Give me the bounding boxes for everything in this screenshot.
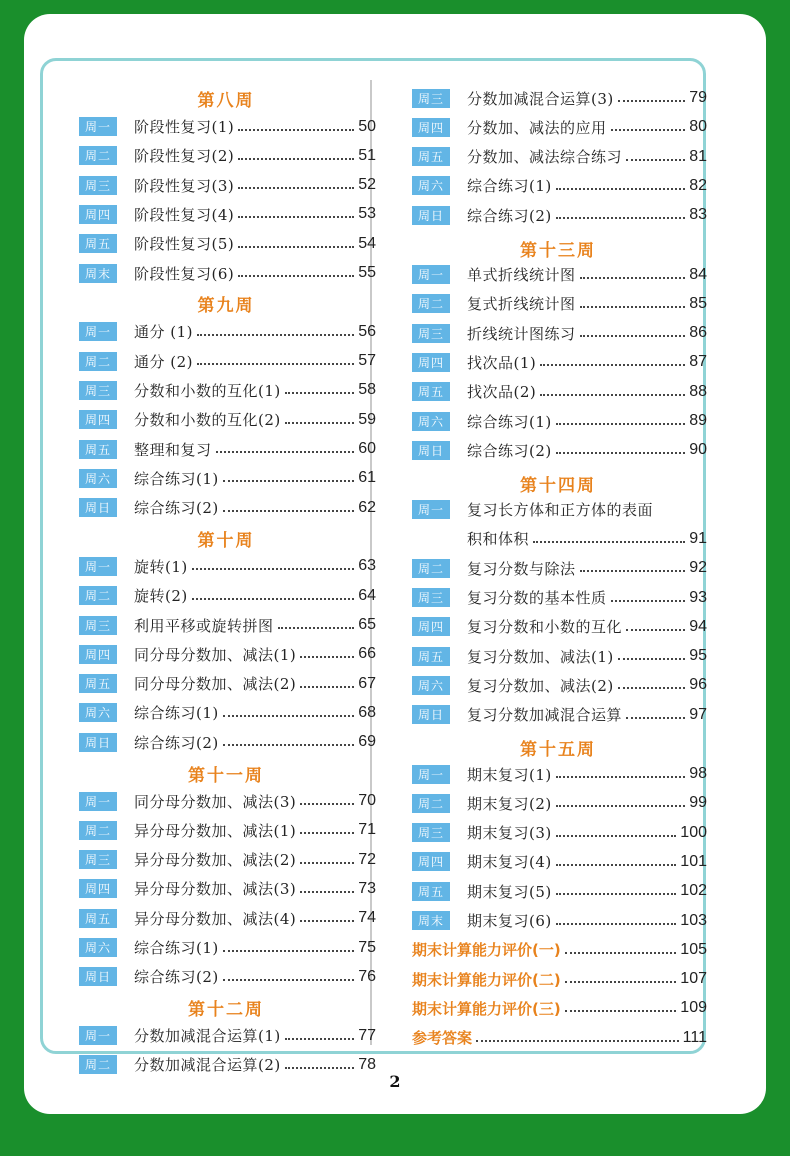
dot-leader: [533, 541, 685, 543]
dot-leader: [556, 188, 685, 190]
toc-entry[interactable]: [76, 233, 376, 255]
entry-title: 综合练习(1): [134, 704, 219, 723]
entry-title: 复习分数加减混合运算: [467, 706, 623, 725]
toc-entry[interactable]: [409, 175, 707, 197]
dot-leader: [556, 776, 685, 778]
toc-entry[interactable]: [409, 674, 707, 696]
entry-title: 分数加减混合运算(2): [134, 1056, 281, 1075]
entry-page-number: 67: [358, 674, 376, 692]
entry-title: 综合练习(1): [134, 939, 219, 957]
entry-title: 综合练习(2): [134, 968, 219, 987]
entry-title: 参考答案: [412, 1029, 473, 1048]
dot-leader: [618, 658, 685, 660]
dot-leader: [238, 158, 354, 160]
entry-title: 综合练习(2): [467, 206, 552, 225]
entry-page-number: 102: [680, 882, 707, 900]
toc-entry[interactable]: [76, 614, 376, 636]
entry-page-number: 54: [358, 234, 376, 252]
dot-leader: [556, 923, 677, 925]
entry-title: 综合练习(1): [467, 177, 552, 196]
entry-title: 分数加减混合运算(3): [467, 89, 614, 108]
toc-entry[interactable]: [76, 555, 376, 577]
day-tag: 周日: [79, 967, 117, 986]
entry-page-number: 72: [358, 850, 376, 868]
entry-title: 分数加减混合运算(1): [134, 1027, 281, 1046]
dot-leader: [300, 832, 354, 834]
week-heading: 第九周: [197, 296, 255, 317]
toc-extra-entry[interactable]: [409, 968, 707, 990]
day-tag: 周五: [79, 674, 117, 693]
day-tag: 周一: [79, 792, 117, 811]
toc-entry[interactable]: [409, 822, 707, 844]
dot-leader: [476, 1040, 679, 1042]
toc-entry[interactable]: [76, 673, 376, 695]
toc-extra-entry[interactable]: [409, 1027, 707, 1049]
day-tag: 周三: [79, 616, 117, 635]
day-tag: 周末: [79, 264, 117, 283]
entry-title: 异分母分数加、减法(2): [134, 851, 297, 870]
dot-leader: [580, 277, 686, 279]
entry-page-number: 105: [680, 940, 707, 958]
entry-page-number: 101: [680, 852, 707, 870]
dot-leader: [192, 598, 354, 600]
dot-leader: [285, 422, 354, 424]
day-tag: 周日: [412, 441, 450, 460]
dot-leader: [216, 451, 355, 453]
dot-leader: [192, 568, 354, 570]
toc-entry[interactable]: [76, 819, 376, 841]
day-tag: 周四: [79, 410, 117, 429]
toc-entry[interactable]: [409, 880, 707, 902]
entry-page-number: 96: [689, 676, 707, 694]
page-number: 2: [389, 1072, 401, 1091]
entry-title: 综合练习(1): [467, 412, 552, 431]
entry-title: 分数和小数的互化(1): [134, 381, 281, 400]
entry-page-number: 74: [358, 909, 376, 927]
day-tag: 周三: [412, 89, 450, 108]
day-tag: 周一: [79, 117, 117, 136]
toc-entry[interactable]: [76, 585, 376, 607]
dot-leader: [285, 392, 354, 394]
dot-leader: [611, 600, 686, 602]
entry-page-number: 77: [358, 1026, 376, 1044]
entry-page-number: 88: [689, 382, 707, 400]
toc-entry[interactable]: [409, 851, 707, 873]
toc-entry[interactable]: [76, 174, 376, 196]
entry-title: 分数和小数的互化(2): [134, 411, 281, 430]
dot-leader: [618, 687, 685, 689]
day-tag: 周四: [412, 118, 450, 137]
entry-page-number: 111: [682, 1028, 707, 1046]
entry-title: 期末计算能力评价(三): [412, 999, 561, 1018]
entry-page-number: 64: [358, 586, 376, 604]
day-tag: 周四: [412, 852, 450, 871]
toc-entry[interactable]: [409, 763, 707, 785]
toc-extra-entry[interactable]: [409, 939, 707, 961]
entry-page-number: 94: [689, 617, 707, 635]
entry-page-number: 109: [680, 999, 707, 1017]
day-tag: 周一: [412, 265, 450, 284]
dot-leader: [580, 570, 686, 572]
entry-title: 同分母分数加、减法(2): [134, 675, 297, 694]
entry-title: 复习分数和小数的互化: [467, 618, 623, 637]
day-tag: 周一: [79, 1026, 117, 1045]
entry-page-number: 90: [689, 441, 707, 459]
day-tag: 周四: [412, 617, 450, 636]
entry-page-number: 82: [689, 176, 707, 194]
entry-page-number: 57: [358, 352, 376, 370]
toc-entry[interactable]: [76, 790, 376, 812]
entry-page-number: 92: [689, 559, 707, 577]
dot-leader: [197, 363, 354, 365]
toc-entry[interactable]: [76, 262, 376, 284]
toc-entry[interactable]: [409, 645, 707, 667]
entry-title: 期末复习(5): [467, 882, 552, 901]
entry-page-number: 61: [358, 469, 376, 487]
entry-page-number: 79: [689, 89, 707, 106]
toc-entry[interactable]: [409, 587, 707, 609]
dot-leader: [556, 452, 685, 454]
day-tag: 周二: [79, 146, 117, 165]
toc-entry[interactable]: [409, 264, 707, 286]
day-tag: 周二: [79, 1055, 117, 1074]
entry-page-number: 71: [358, 821, 376, 839]
dot-leader: [618, 100, 685, 102]
entry-page-number: 80: [689, 118, 707, 136]
dot-leader: [300, 862, 354, 864]
entry-page-number: 55: [358, 264, 376, 281]
entry-page-number: 62: [358, 498, 376, 516]
toc-entry[interactable]: [409, 704, 707, 726]
day-tag: 周五: [412, 882, 450, 901]
entry-page-number: 68: [358, 703, 376, 721]
dot-leader: [626, 717, 685, 719]
entry-title: 分数加、减法综合练习: [467, 148, 623, 167]
dot-leader: [565, 981, 677, 983]
week-heading: 第十周: [197, 530, 255, 551]
entry-title: 期末复习(4): [467, 853, 552, 872]
day-tag: 周六: [412, 676, 450, 695]
entry-title: 积和体积: [467, 530, 530, 549]
toc-entry[interactable]: [409, 204, 707, 226]
entry-title: 通分 (1): [134, 323, 194, 342]
entry-title: 找次品(2): [467, 383, 537, 402]
entry-title: 期末计算能力评价(二): [412, 970, 561, 989]
toc-entry[interactable]: [409, 499, 707, 521]
day-tag: 周六: [412, 412, 450, 431]
entry-title: 阶段性复习(3): [134, 176, 235, 195]
day-tag: 周二: [79, 821, 117, 840]
week-heading: 第十二周: [188, 1000, 264, 1021]
toc-entry[interactable]: [76, 438, 376, 460]
entry-title: 期末复习(2): [467, 794, 552, 813]
dot-leader: [626, 629, 685, 631]
entry-title: 找次品(1): [467, 353, 537, 372]
entry-page-number: 76: [358, 967, 376, 985]
dot-leader: [238, 187, 354, 189]
dot-leader: [223, 480, 354, 482]
dot-leader: [580, 335, 686, 337]
toc-entry[interactable]: [409, 322, 707, 344]
entry-title: 单式折线统计图: [467, 266, 576, 284]
day-tag: 周一: [412, 765, 450, 784]
dot-leader: [278, 627, 355, 629]
entry-page-number: 50: [358, 117, 376, 135]
day-tag: 周二: [412, 559, 450, 578]
entry-title: 综合练习(2): [134, 499, 219, 518]
toc-entry[interactable]: [409, 792, 707, 814]
week-heading: 第十三周: [520, 240, 596, 261]
toc-entry[interactable]: [409, 116, 707, 138]
week-heading: 第十一周: [188, 765, 264, 786]
day-tag: 周三: [412, 823, 450, 842]
entry-title: 复习分数与除法: [467, 559, 576, 578]
entry-title: 旋转(1): [134, 557, 188, 576]
day-tag: 周五: [79, 440, 117, 459]
entry-title: 整理和复习: [134, 440, 212, 459]
toc-entry[interactable]: [76, 878, 376, 900]
day-tag: 周六: [412, 176, 450, 195]
entry-page-number: 85: [689, 294, 707, 312]
entry-title: 阶段性复习(6): [134, 264, 235, 283]
day-tag: 周三: [79, 176, 117, 195]
toc-entry[interactable]: [76, 849, 376, 871]
day-tag: 周五: [412, 382, 450, 401]
entry-page-number: 70: [358, 792, 376, 809]
toc-entry[interactable]: [76, 937, 376, 959]
entry-page-number: 66: [358, 645, 376, 663]
day-tag: 周二: [412, 794, 450, 813]
toc-entry[interactable]: [76, 145, 376, 167]
dot-leader: [223, 715, 354, 717]
toc-entry[interactable]: [409, 293, 707, 315]
dot-leader: [556, 893, 677, 895]
entry-page-number: 98: [689, 765, 707, 782]
day-tag: 周二: [79, 352, 117, 371]
entry-title: 通分 (2): [134, 352, 194, 371]
entry-title: 旋转(2): [134, 587, 188, 606]
toc-entry[interactable]: [76, 409, 376, 431]
entry-title: 复习分数加、减法(2): [467, 676, 614, 695]
entry-page-number: 60: [358, 440, 376, 457]
entry-title: 综合练习(2): [134, 733, 219, 752]
toc-entry[interactable]: [76, 350, 376, 372]
entry-title: 异分母分数加、减法(4): [134, 909, 297, 928]
dot-leader: [580, 306, 686, 308]
entry-title: 阶段性复习(5): [134, 235, 235, 254]
day-tag: 周五: [412, 647, 450, 666]
dot-leader: [300, 891, 354, 893]
dot-leader: [556, 864, 677, 866]
entry-page-number: 53: [358, 205, 376, 223]
entry-page-number: 86: [689, 324, 707, 342]
dot-leader: [238, 246, 354, 248]
toc-entry[interactable]: [76, 643, 376, 665]
entry-page-number: 93: [689, 588, 707, 606]
day-tag: 周日: [412, 206, 450, 225]
dot-leader: [285, 1067, 354, 1069]
day-tag: 周四: [79, 645, 117, 664]
entry-page-number: 95: [689, 647, 707, 665]
day-tag: 周末: [412, 911, 450, 930]
toc-entry[interactable]: [409, 439, 707, 461]
dot-leader: [626, 159, 685, 161]
toc-entry[interactable]: [409, 146, 707, 168]
dot-leader: [223, 979, 354, 981]
dot-leader: [565, 952, 677, 954]
entry-title: 阶段性复习(1): [134, 118, 235, 136]
day-tag: 周四: [79, 879, 117, 898]
entry-title: 复式折线统计图: [467, 295, 576, 314]
toc-entry[interactable]: [76, 1025, 376, 1047]
day-tag: 周五: [412, 147, 450, 166]
entry-title: 异分母分数加、减法(3): [134, 880, 297, 899]
toc-entry[interactable]: [76, 321, 376, 343]
dot-leader: [223, 744, 354, 746]
day-tag: 周日: [79, 498, 117, 517]
dot-leader: [565, 1010, 677, 1012]
toc-entry[interactable]: [409, 87, 707, 109]
entry-page-number: 107: [680, 970, 707, 988]
entry-title: 异分母分数加、减法(1): [134, 821, 297, 840]
dot-leader: [556, 805, 685, 807]
day-tag: 周四: [79, 205, 117, 224]
entry-page-number: 103: [680, 911, 707, 929]
week-heading: 第十五周: [520, 740, 596, 760]
toc-entry[interactable]: [76, 116, 376, 138]
entry-title: 利用平移或旋转拼图: [134, 616, 274, 635]
entry-title: 期末复习(1): [467, 765, 552, 784]
toc-entry[interactable]: [76, 702, 376, 724]
entry-title: 期末计算能力评价(一): [412, 941, 561, 960]
toc-entry[interactable]: [76, 203, 376, 225]
day-tag: 周三: [79, 381, 117, 400]
toc-entry[interactable]: [409, 528, 707, 550]
entry-title: 期末复习(3): [467, 824, 552, 843]
entry-title: 复习分数加、减法(1): [467, 647, 614, 666]
dot-leader: [556, 217, 685, 219]
day-tag: 周三: [79, 850, 117, 869]
entry-page-number: 99: [689, 794, 707, 812]
toc-entry[interactable]: [409, 557, 707, 579]
entry-page-number: 81: [689, 147, 707, 165]
entry-title: 阶段性复习(4): [134, 205, 235, 224]
toc-entry[interactable]: [76, 731, 376, 753]
day-tag: 周五: [79, 234, 117, 253]
day-tag: 周三: [412, 324, 450, 343]
dot-leader: [611, 129, 686, 131]
entry-page-number: 51: [358, 146, 376, 164]
dot-leader: [300, 686, 354, 688]
toc-entry[interactable]: [409, 351, 707, 373]
week-heading: 第八周: [197, 91, 255, 111]
entry-page-number: 52: [358, 176, 376, 194]
entry-title: 复习长方体和正方体的表面: [467, 501, 654, 520]
toc-entry[interactable]: [76, 907, 376, 929]
entry-title: 折线统计图练习: [467, 324, 576, 343]
day-tag: 周一: [79, 322, 117, 341]
entry-title: 分数加、减法的应用: [467, 118, 607, 137]
dot-leader: [223, 510, 354, 512]
entry-page-number: 84: [689, 265, 707, 283]
toc-entry[interactable]: [76, 379, 376, 401]
day-tag: 周四: [412, 353, 450, 372]
dot-leader: [556, 423, 685, 425]
dot-leader: [197, 334, 354, 336]
day-tag: 周六: [79, 938, 117, 957]
toc-entry[interactable]: [409, 381, 707, 403]
entry-page-number: 91: [689, 529, 707, 547]
entry-page-number: 78: [358, 1055, 376, 1073]
dot-leader: [223, 950, 354, 952]
toc-entry[interactable]: [76, 467, 376, 489]
dot-leader: [300, 920, 354, 922]
dot-leader: [238, 275, 354, 277]
entry-title: 综合练习(1): [134, 469, 219, 488]
day-tag: 周五: [79, 909, 117, 928]
entry-page-number: 97: [689, 705, 707, 723]
day-tag: 周日: [79, 733, 117, 752]
day-tag: 周三: [412, 588, 450, 607]
day-tag: 周一: [79, 557, 117, 576]
entry-title: 同分母分数加、减法(1): [134, 645, 297, 664]
entry-title: 阶段性复习(2): [134, 147, 235, 166]
entry-page-number: 56: [358, 322, 376, 340]
dot-leader: [238, 216, 354, 218]
toc-entry[interactable]: [409, 410, 707, 432]
entry-page-number: 87: [689, 353, 707, 371]
dot-leader: [556, 835, 677, 837]
entry-page-number: 58: [358, 381, 376, 399]
entry-page-number: 73: [358, 879, 376, 897]
entry-title: 同分母分数加、减法(3): [134, 792, 297, 811]
day-tag: 周一: [412, 500, 450, 519]
entry-page-number: 75: [358, 938, 376, 956]
toc-extra-entry[interactable]: [409, 997, 707, 1019]
toc-entry[interactable]: [409, 616, 707, 638]
entry-page-number: 59: [358, 410, 376, 428]
toc-entry[interactable]: [409, 910, 707, 932]
dot-leader: [300, 656, 354, 658]
dot-leader: [540, 394, 685, 396]
entry-page-number: 89: [689, 412, 707, 429]
entry-page-number: 83: [689, 206, 707, 224]
day-tag: 周六: [79, 469, 117, 488]
entry-title: 期末复习(6): [467, 912, 552, 930]
entry-title: 复习分数的基本性质: [467, 589, 607, 607]
day-tag: 周六: [79, 703, 117, 722]
dot-leader: [300, 803, 354, 805]
week-heading: 第十四周: [520, 475, 596, 496]
entry-page-number: 100: [680, 823, 707, 841]
toc-entry[interactable]: [76, 966, 376, 988]
entry-title: 综合练习(2): [467, 441, 552, 460]
entry-page-number: 65: [358, 616, 376, 633]
entry-page-number: 69: [358, 733, 376, 751]
dot-leader: [540, 364, 685, 366]
day-tag: 周日: [412, 705, 450, 724]
dot-leader: [238, 129, 354, 131]
day-tag: 周二: [79, 586, 117, 605]
dot-leader: [285, 1038, 354, 1040]
toc-entry[interactable]: [76, 497, 376, 519]
day-tag: 周二: [412, 294, 450, 313]
entry-page-number: 63: [358, 557, 376, 575]
